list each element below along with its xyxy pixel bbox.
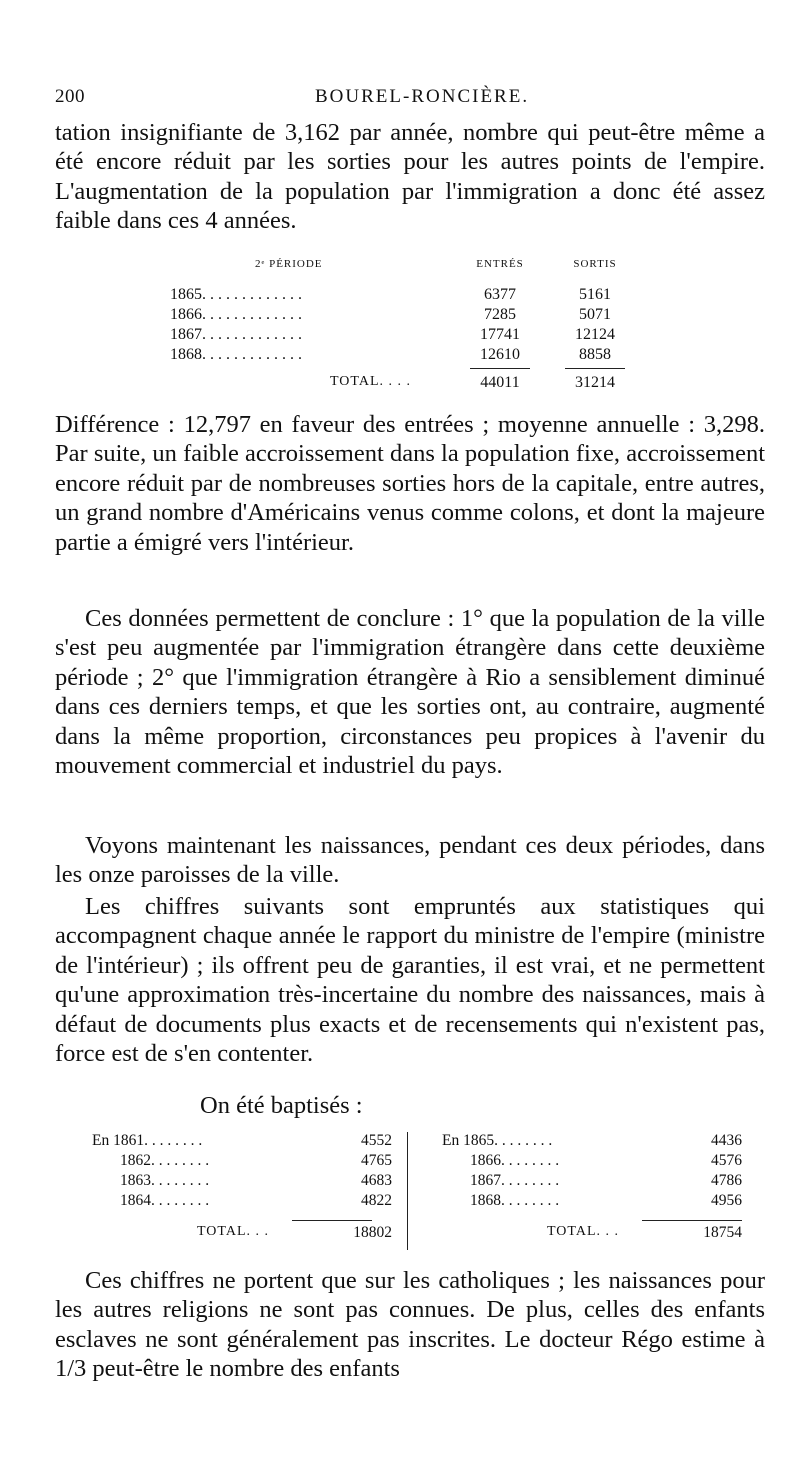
paragraph-6-text: On été baptisés : bbox=[200, 1092, 363, 1119]
header-entrees: ENTRÉS bbox=[476, 258, 524, 270]
total-label: TOTAL. . . bbox=[547, 1224, 620, 1239]
row-entrees: 17741 bbox=[480, 326, 520, 343]
total-rule-sortis bbox=[565, 368, 625, 369]
page-number: 200 bbox=[55, 86, 85, 107]
total-label: TOTAL. . . . bbox=[330, 374, 412, 389]
paragraph-6 bbox=[200, 1091, 500, 1120]
row-sortis: 12124 bbox=[575, 326, 615, 343]
table-row bbox=[92, 1132, 392, 1152]
paragraph-4-text: Voyons maintenant les naissances, pendant ces deux périodes, dans les onze paroisses de la ville. bbox=[55, 832, 765, 889]
header-period: 2ᵉ PÉRIODE bbox=[255, 258, 323, 270]
row-value: 4552 bbox=[361, 1132, 392, 1149]
table-total-row bbox=[442, 1224, 742, 1244]
row-value: 4956 bbox=[711, 1192, 742, 1209]
paragraph-7-text: Ces chiffres ne portent que sur les catholiques ; les naissances pour les autres religions ne sont pas connues. De plus, celles des enfants esclaves ne sont généralement pas inscrites. Le docteur Régo estime à 1/3 peut-être le nombre des enfants bbox=[55, 1267, 765, 1383]
row-value: 4576 bbox=[711, 1152, 742, 1169]
table-row bbox=[442, 1132, 742, 1152]
row-value: 4765 bbox=[361, 1152, 392, 1169]
row-value: 4822 bbox=[361, 1192, 392, 1209]
total-rule-right bbox=[642, 1220, 742, 1221]
running-head: BOUREL-RONCIÈRE. bbox=[315, 86, 530, 107]
baptisms-table bbox=[92, 1132, 752, 1252]
row-label: 1863. . . . . . . . bbox=[120, 1172, 210, 1189]
row-value: 4786 bbox=[711, 1172, 742, 1189]
total-label: TOTAL. . . bbox=[197, 1224, 270, 1239]
total-value: 18754 bbox=[703, 1224, 742, 1241]
header-sortis: SORTIS bbox=[573, 258, 617, 270]
paragraph-2 bbox=[55, 410, 765, 557]
row-year: 1866. . . . . . . . . . . . . bbox=[170, 306, 302, 323]
table-row bbox=[170, 306, 610, 326]
paragraph-5-text: Les chiffres suivants sont empruntés aux statistiques qui accompagnent chaque année le rapport du ministre de l'empire (ministre de l'intérieur) ; ils offrent peu de garanties, il est vrai, et ne permettent qu'une approximation très-incertaine du nombre des naissances, mais à défaut de documents plus exacts et de recensements qui n'existent pas, force est de s'en contenter. bbox=[55, 893, 765, 1068]
table-row bbox=[170, 346, 610, 366]
table-row bbox=[170, 326, 615, 346]
row-label: 1862. . . . . . . . bbox=[120, 1152, 210, 1169]
paragraph-1-text: tation insignifiante de 3,162 par année, nombre qui peut-être même a été encore réduit par les sorties pour les autres points de l'empire. L'augmentation de la population par l'immigration a donc été assez faible dans ces 4 années. bbox=[55, 119, 765, 235]
total-rule-left bbox=[292, 1220, 372, 1221]
row-label: En 1861. . . . . . . . bbox=[92, 1132, 203, 1149]
total-value: 18802 bbox=[353, 1224, 392, 1241]
table-row bbox=[92, 1172, 392, 1192]
paragraph-5 bbox=[55, 892, 765, 1068]
row-entrees: 12610 bbox=[480, 346, 520, 363]
total-sortis: 31214 bbox=[575, 374, 615, 391]
row-year: 1868. . . . . . . . . . . . . bbox=[170, 346, 302, 363]
table-row bbox=[442, 1152, 742, 1172]
row-label: 1867. . . . . . . . bbox=[470, 1172, 560, 1189]
row-year: 1865. . . . . . . . . . . . . bbox=[170, 286, 302, 303]
row-entrees: 7285 bbox=[484, 306, 516, 323]
table-total-row bbox=[92, 1224, 392, 1244]
total-rule-entrees bbox=[470, 368, 530, 369]
immigration-table bbox=[170, 258, 617, 391]
table-row bbox=[442, 1192, 742, 1212]
page-header bbox=[55, 86, 755, 110]
table-row bbox=[442, 1172, 742, 1192]
row-entrees: 6377 bbox=[484, 286, 516, 303]
baptisms-column-right bbox=[442, 1132, 742, 1241]
paragraph-4 bbox=[55, 831, 765, 890]
row-label: 1868. . . . . . . . bbox=[470, 1192, 560, 1209]
column-divider bbox=[407, 1132, 408, 1250]
row-value: 4683 bbox=[361, 1172, 392, 1189]
paragraph-1 bbox=[55, 118, 765, 236]
row-sortis: 8858 bbox=[579, 346, 611, 363]
row-sortis: 5071 bbox=[579, 306, 611, 323]
baptisms-column-left bbox=[92, 1132, 392, 1241]
row-year: 1867. . . . . . . . . . . . . bbox=[170, 326, 302, 343]
table-row bbox=[170, 286, 610, 306]
paragraph-7 bbox=[55, 1266, 765, 1384]
table-row bbox=[92, 1152, 392, 1172]
immigration-table-header bbox=[170, 258, 617, 286]
row-label: En 1865. . . . . . . . bbox=[442, 1132, 553, 1149]
row-label: 1866. . . . . . . . bbox=[470, 1152, 560, 1169]
total-entrees: 44011 bbox=[480, 374, 520, 391]
paragraph-2-text: Différence : 12,797 en faveur des entrées ; moyenne annuelle : 3,298. Par suite, un faible accroissement dans la population fixe, accroissement encore réduit par de nombreuses sorties hors de la capitale, entre autres, un grand nombre d'Américains venus comme colons, et dont la majeure partie a émigré vers l'intérieur. bbox=[55, 411, 765, 556]
row-sortis: 5161 bbox=[579, 286, 611, 303]
paragraph-3-text: Ces données permettent de conclure : 1° que la population de la ville s'est peu augmentée par l'immigration étrangère dans cette deuxième période ; 2° que l'immigration étrangère à Rio a sensiblement diminué dans ces derniers temps, et que les sorties ont, au contraire, augmenté dans la même proportion, circonstances peu propices à l'avenir du mouvement commercial et industriel du pays. bbox=[55, 605, 765, 780]
table-total-row bbox=[170, 374, 630, 396]
row-value: 4436 bbox=[711, 1132, 742, 1149]
paragraph-3 bbox=[55, 604, 765, 780]
table-row bbox=[92, 1192, 392, 1212]
row-label: 1864. . . . . . . . bbox=[120, 1192, 210, 1209]
